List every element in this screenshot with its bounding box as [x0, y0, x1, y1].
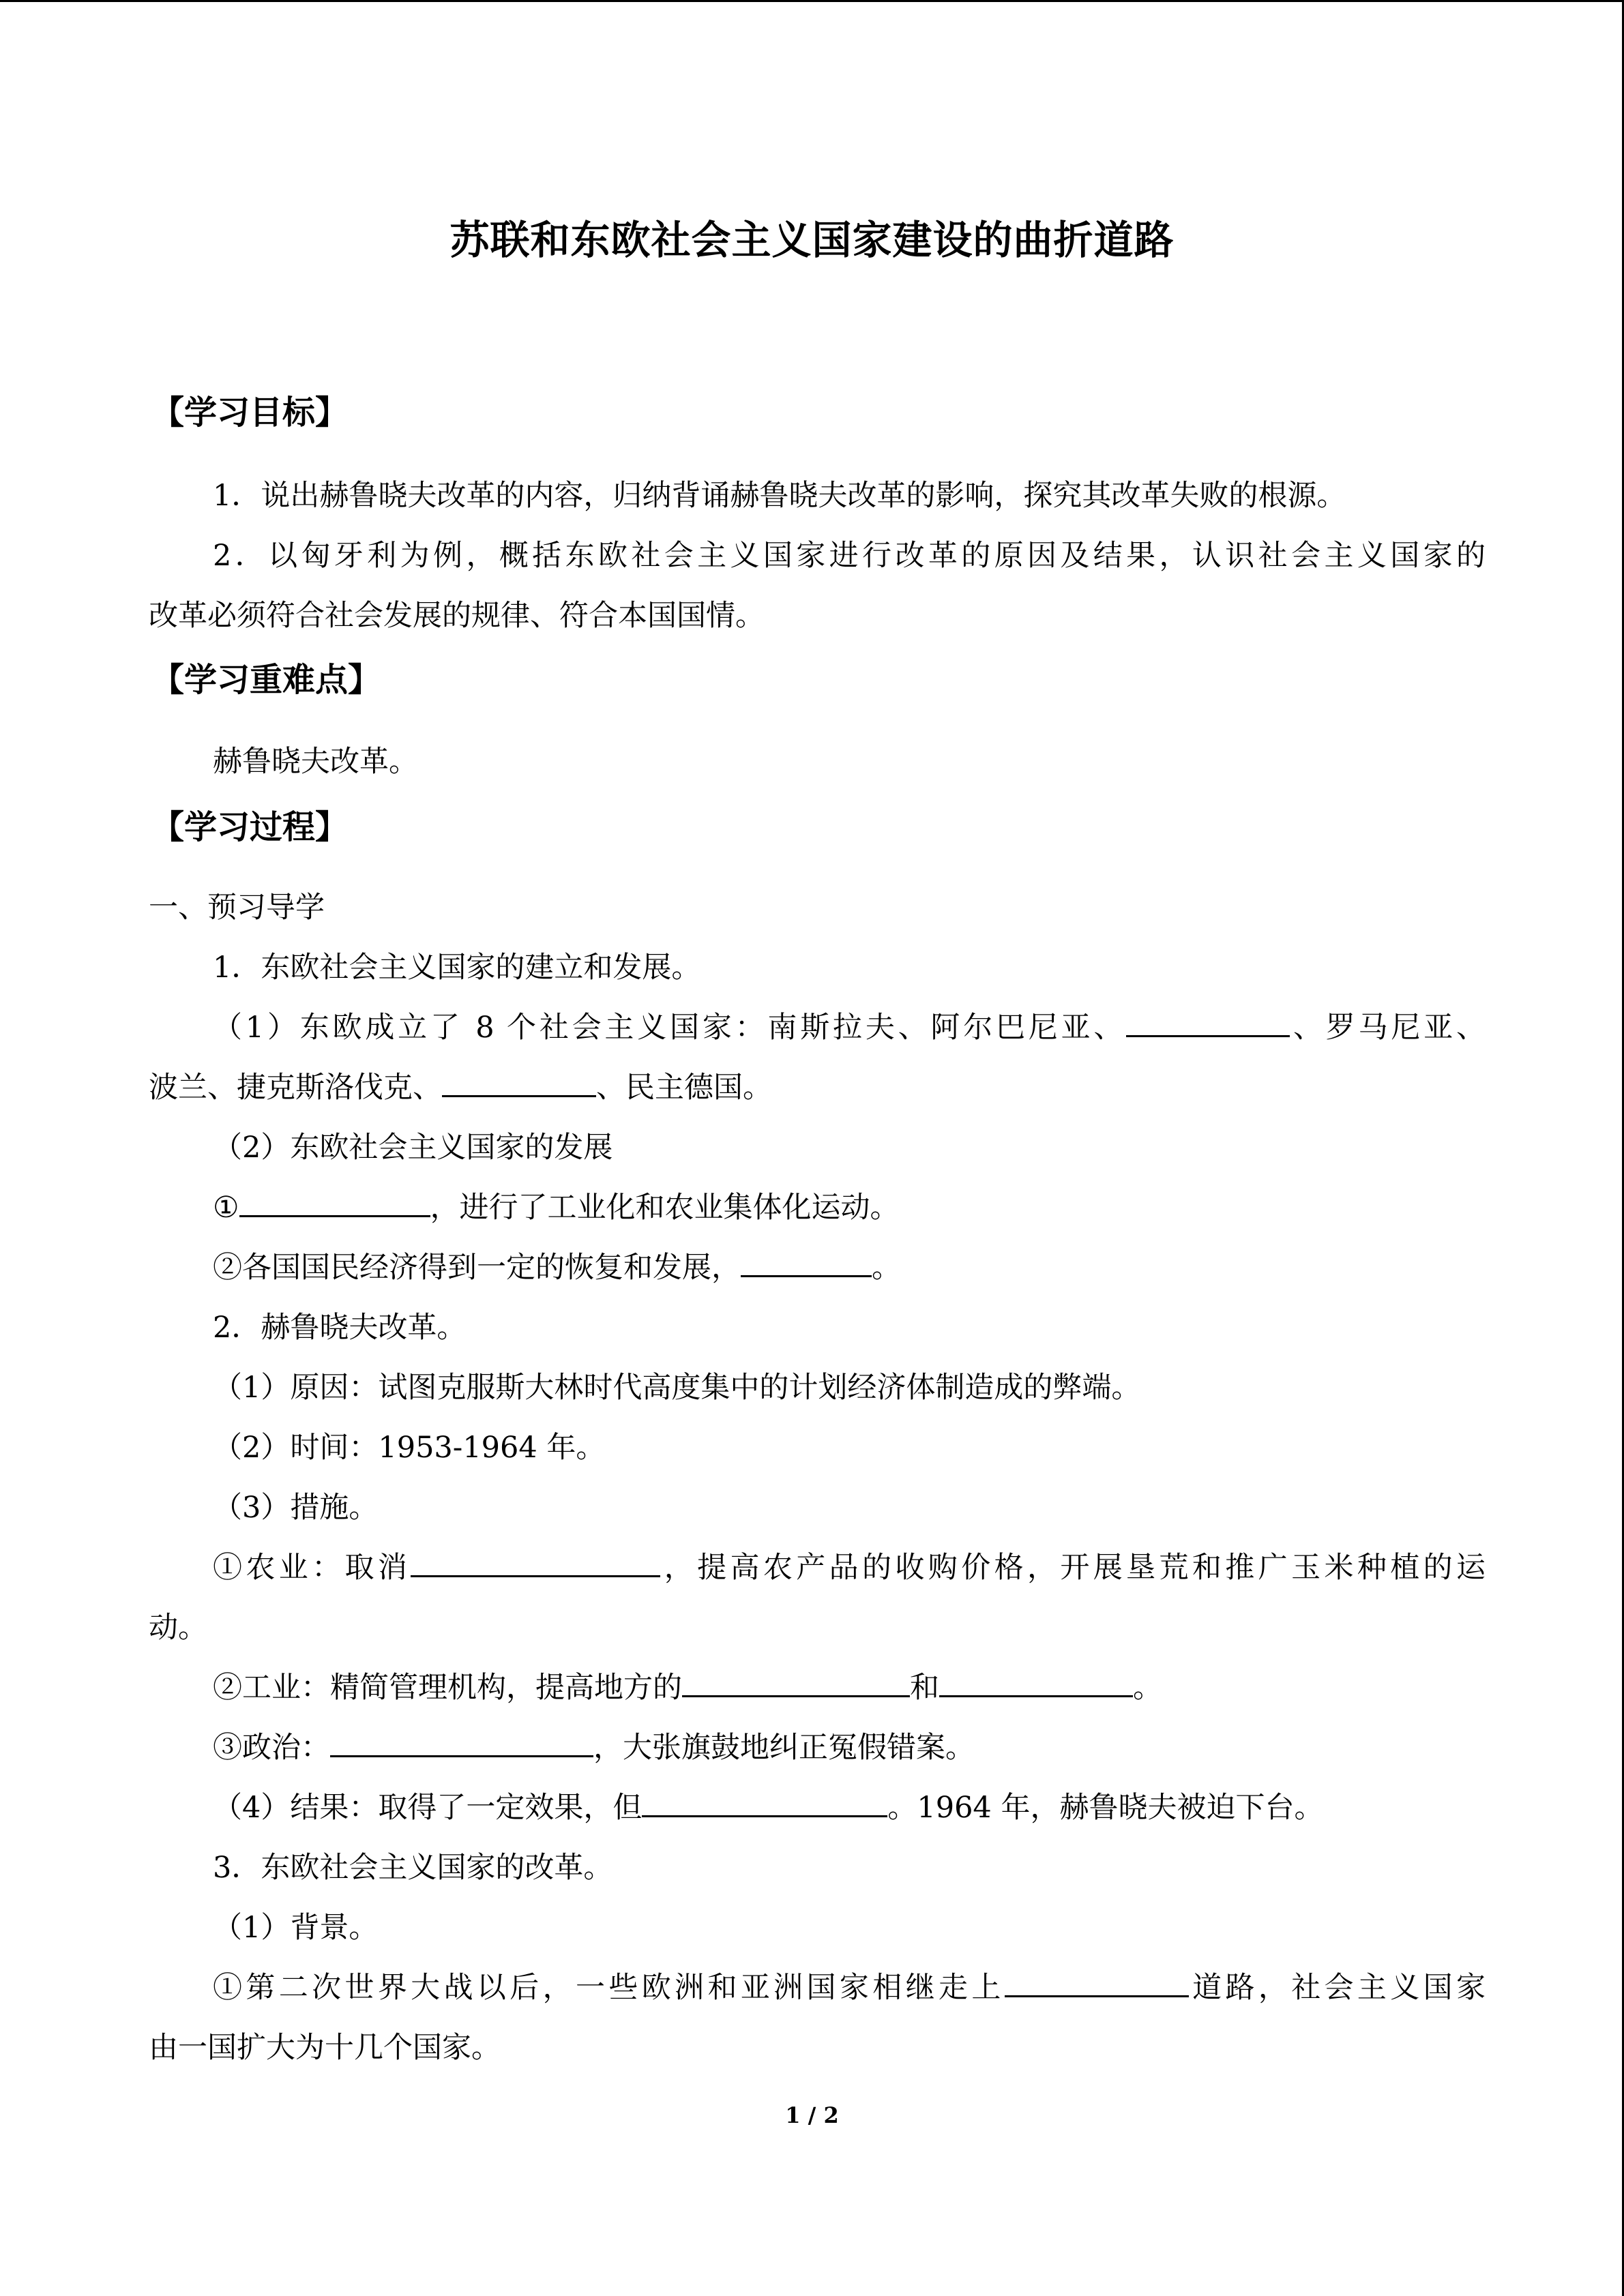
text-segment: ① [213, 1191, 239, 1225]
page-border-top [0, 0, 1624, 2]
question-2-3-c [213, 1725, 1486, 1770]
text-segment: ②工业：精简管理机构，提高地方的 [213, 1671, 682, 1705]
question-2-heading: 2．赫鲁晓夫改革。 [213, 1311, 467, 1345]
text-segment: 波兰、捷克斯洛伐克、 [149, 1071, 442, 1105]
fill-in-blank[interactable] [330, 1725, 593, 1757]
fill-in-blank[interactable] [239, 1185, 430, 1217]
text-segment: ，大张旗鼓地纠正冤假错案。 [593, 1731, 975, 1765]
question-3-1-a-line-2: 由一国扩大为十几个国家。 [149, 2031, 501, 2065]
section-heading-goals: 【学习目标】 [151, 393, 349, 432]
text-segment: ③政治： [213, 1731, 330, 1765]
text-segment: 、民主德国。 [596, 1071, 772, 1105]
question-3-heading: 3．东欧社会主义国家的改革。 [213, 1851, 613, 1885]
text-segment: 。 [1133, 1671, 1162, 1705]
text-segment: ①第二次世界大战以后，一些欧洲和亚洲国家相继走上 [213, 1971, 1005, 2005]
question-2-3: （3）措施。 [213, 1491, 379, 1525]
text-segment: ①农业：取消 [213, 1551, 411, 1585]
document-title: 苏联和东欧社会主义国家建设的曲折道路 [449, 217, 1175, 263]
fill-in-blank[interactable] [411, 1545, 660, 1577]
page-number: 1 / 2 [785, 2102, 839, 2128]
fill-in-blank[interactable] [1005, 1965, 1189, 1997]
question-2-3-a-line-2: 动。 [149, 1611, 207, 1645]
goal-item-2-line-2: 改革必须符合社会发展的规律、符合本国国情。 [149, 599, 765, 633]
question-2-4 [213, 1785, 1486, 1830]
section-heading-keypoints: 【学习重难点】 [151, 661, 381, 699]
text-segment: （4）结果：取得了一定效果，但 [213, 1791, 643, 1825]
text-segment: 道路，社会主义国家 [1188, 1971, 1486, 2005]
text-segment: ，进行了工业化和农业集体化运动。 [430, 1191, 900, 1225]
fill-in-blank[interactable] [741, 1245, 872, 1277]
question-3-1: （1）背景。 [213, 1911, 379, 1945]
fill-in-blank[interactable] [682, 1665, 910, 1697]
question-2-3-a-line-1 [213, 1545, 1486, 1590]
part-heading-preview: 一、预习导学 [149, 891, 325, 925]
text-segment: 。 [872, 1251, 901, 1285]
question-2-1: （1）原因：试图克服斯大林时代高度集中的计划经济体制造成的弊端。 [213, 1371, 1141, 1405]
question-1-2-heading: （2）东欧社会主义国家的发展 [213, 1131, 613, 1165]
text-segment: 。1964 年，赫鲁晓夫被迫下台。 [887, 1791, 1324, 1825]
question-1-2-a [213, 1185, 1486, 1230]
fill-in-blank[interactable] [642, 1785, 887, 1817]
question-1-1-line-2 [149, 1065, 1486, 1110]
fill-in-blank[interactable] [939, 1665, 1133, 1697]
text-segment: ，提高农产品的收购价格，开展垦荒和推广玉米种植的运 [660, 1551, 1486, 1585]
fill-in-blank[interactable] [1126, 1005, 1290, 1037]
text-segment: ②各国国民经济得到一定的恢复和发展， [213, 1251, 741, 1285]
fill-in-blank[interactable] [442, 1065, 596, 1097]
goal-item-1: 1．说出赫鲁晓夫改革的内容，归纳背诵赫鲁晓夫改革的影响，探究其改革失败的根源。 [213, 479, 1346, 513]
section-heading-process: 【学习过程】 [151, 808, 349, 846]
question-2-3-b [213, 1665, 1486, 1710]
keypoints-text: 赫鲁晓夫改革。 [213, 745, 418, 779]
question-1-heading: 1．东欧社会主义国家的建立和发展。 [213, 951, 701, 985]
question-3-1-a-line-1 [213, 1965, 1486, 2010]
goal-item-2-line-1: 2．以匈牙利为例，概括东欧社会主义国家进行改革的原因及结果，认识社会主义国家的 [213, 539, 1486, 573]
text-segment: 、罗马尼亚、 [1290, 1011, 1486, 1045]
question-1-2-b [213, 1245, 1486, 1290]
text-segment: 和 [910, 1671, 939, 1705]
question-1-1-line-1 [213, 1005, 1486, 1050]
question-2-2: （2）时间：1953-1964 年。 [213, 1431, 606, 1465]
text-segment: （1）东欧成立了 8 个社会主义国家：南斯拉夫、阿尔巴尼亚、 [213, 1011, 1127, 1045]
